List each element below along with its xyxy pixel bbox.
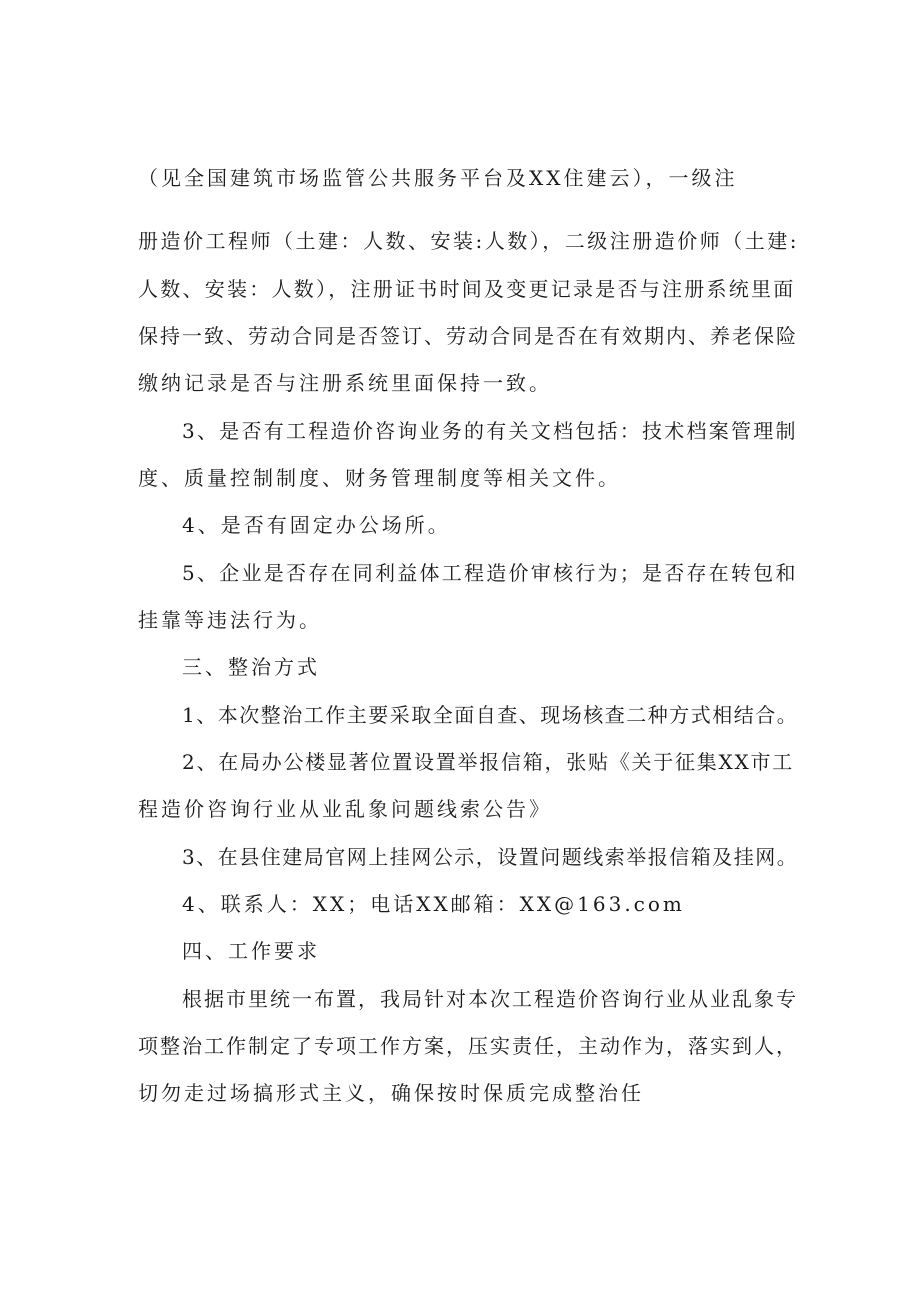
text-line: 度、质量控制制度、财务管理制度等相关文件。 <box>138 466 621 490</box>
section-heading: 四、工作要求 <box>182 939 320 963</box>
list-item: 1、本次整治工作主要采取全面自查、现场核查二种方式相结合。 <box>182 703 799 727</box>
list-item: 4、是否有固定办公场所。 <box>182 513 451 537</box>
text-line: 保持一致、劳动合同是否签订、劳动合同是否在有效期内、养老保险 <box>138 324 798 348</box>
list-item: 3、在县住建局官网上挂网公示，设置问题线索举报信箱及挂网。 <box>182 845 799 869</box>
text-line: 册造价工程师（土建：人数、安装:人数），二级注册造价师（土建: <box>138 229 799 253</box>
contact-line: 4、联系人：XX；电话XX邮箱：XX@163.com <box>182 892 685 916</box>
list-item: 5、企业是否存在同利益体工程造价审核行为；是否存在转包和 <box>182 561 798 585</box>
text-line: 挂靠等违法行为。 <box>138 608 322 632</box>
text-line: 缴纳记录是否与注册系统里面保持一致。 <box>138 371 552 395</box>
text-line: 项整治工作制定了专项工作方案，压实责任，主动作为，落实到人， <box>138 1034 798 1058</box>
section-heading: 三、整治方式 <box>182 655 320 679</box>
text-line: 根据市里统一布置，我局针对本次工程造价咨询行业从业乱象专 <box>182 987 798 1011</box>
list-item: 3、是否有工程造价咨询业务的有关文档包括：技术档案管理制 <box>182 419 798 443</box>
text-line: 切勿走过场搞形式主义，确保按时保质完成整治任 <box>138 1081 644 1105</box>
text-line: 人数、安装：人数），注册证书时间及变更记录是否与注册系统里面 <box>138 277 796 301</box>
text-line: （见全国建筑市场监管公共服务平台及XX住建云），一级注 <box>138 166 738 190</box>
text-line: 程造价咨询行业从业乱象问题线索公告》 <box>138 797 552 821</box>
list-item: 2、在局办公楼显著位置设置举报信箱，张贴《关于征集XX市工 <box>182 750 794 774</box>
